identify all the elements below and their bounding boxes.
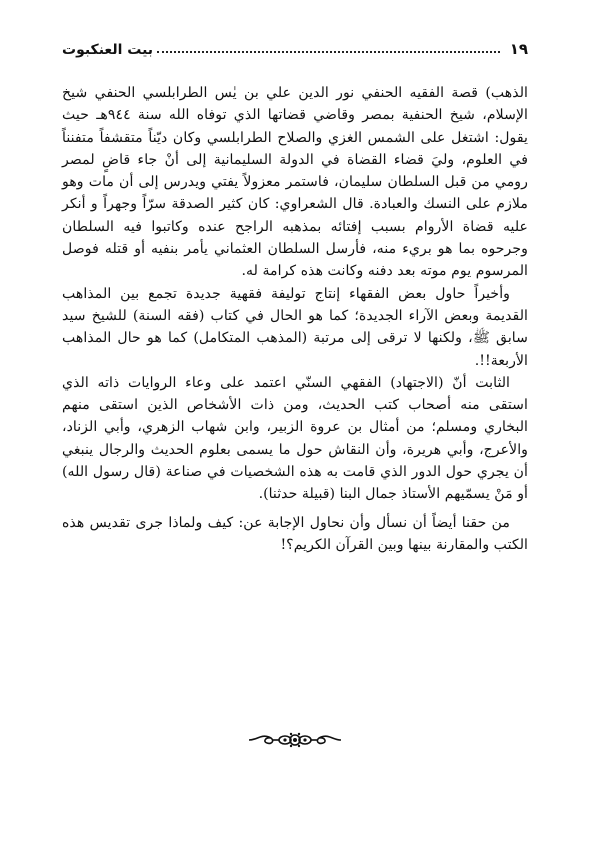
paragraph-4: من حقنا أيضاً أن نسأل وأن نحاول الإجابة عن: كيف ولماذا جرى تقديس هذه الكتب والمقارنة بينها وبين القرآن الكريم؟! (62, 514, 528, 553)
paragraph-2: وأخيراً حاول بعض الفقهاء إنتاج توليفة فقهية جديدة تجمع بين المذاهب القديمة وبعض الآراء الجديدة؛ كما هو الحال في كتاب (فقه السنة) للشيخ سيد سابق ﷺ، ولكنها لا ترقى إلى مرتبة (المذهب المتكامل) كما هو حال المذاهب الأربعة!!. (62, 285, 528, 369)
page-body (62, 82, 528, 556)
page-number: ١٩ (509, 40, 528, 58)
paragraph-1: الذهب) قصة الفقيه الحنفي نور الدين علي بن يٰس الطرابلسي الحنفي شيخ الإسلام، شيخ الحنفية بمصر وقاضي قضاتها الذي توفاه الله سنة ٩٤٤هـ حيث يقول: اشتغل على الشمس الغزي والصلاح الطرابلسي وكان ديّناً متقشفاً متفنناً في العلوم، وليَ قضاء القضاة في الدولة السليمانية إلى أنْ جاء قاضٍ لمصر رومي من قبل السلطان سليمان، فاستمر معزولاً يفتي ويدرس إلى أن مات وهو ملازم على النسك والعبادة. قال الشعراوي: كان كثير الصدقة سرّاً وجهراً و أنكر عليه قضاة الأروام بسبب إفتائه بمذهبه الراجح عنده وكاتبوا فيه السلطان وجرحوه بما هو بريء منه، فأرسل السلطان العثماني يأمر بنفيه أو قتله فوصل المرسوم يوم موته بعد دفنه وكانت هذه كرامة له. (62, 85, 528, 280)
page-header (62, 34, 528, 58)
decorative-flourish-icon (0, 728, 590, 752)
running-title: بيت العنكبوت (62, 42, 154, 58)
header-leader-dots (157, 51, 500, 53)
flourish-graphic (247, 730, 343, 750)
paragraph-3: الثابت أنّ (الاجتهاد) الفقهي السنّي اعتمد على وعاء الروايات ذاته الذي استقى منه أصحاب كتب الحديث، ومن ذات الأشخاص الذين استقى منهم البخاري ومسلم؛ من أمثال بن عروة الزبير، وابن شهاب الزهري، وأبي الزناد، والأعرج، وأبي هريرة، وأن النقاش حول ما يسمى بعلوم الحديث والرجال ينبغي أن يجري حول الدور الذي قامت به هذه الشخصيات في صناعة (قال رسول الله) أو مَنْ يسمّيهم الأستاذ جمال البنا (قبيلة حدثنا). (62, 374, 528, 503)
